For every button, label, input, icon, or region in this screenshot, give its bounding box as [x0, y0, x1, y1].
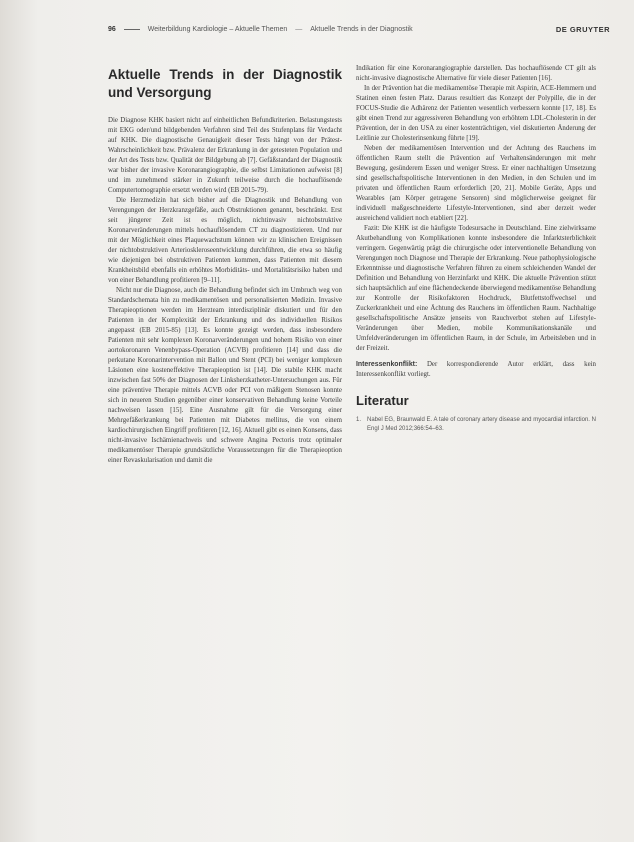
- header-separator: —: [295, 25, 303, 33]
- paragraph: Die Herzmedizin hat sich bisher auf die Diagnostik und Behandlung von Verengungen der Herzkranzgefäße, auch Obstruktionen genannt, beschränkt. Erst seit jüngerer Zeit ist es möglich, nichtinvasiv nichtobstruktive Koronarveränderungen mittels hochauflösendem CT zu diagnostizieren. Und nur mit der Möglichkeit eines Plaquewachstum können wir zu klinischen Ereignissen der nichtobstruktiven Arterioskleroseentwicklung durchführen, die etwa so häufig wie diejenigen bei obstruktiven Patienten kommen, dass Patienten mit diesem Krankheitsbild ebenfalls ein erhöhtes Morbiditäts- und Mortalitätsrisiko haben und von einer Behandlung profitieren [9–11].: [108, 197, 342, 284]
- running-subtitle: Aktuelle Trends in der Diagnostik: [310, 25, 413, 33]
- right-column: [356, 64, 596, 433]
- paragraph: Die Diagnose KHK basiert nicht auf einheitlichen Befundkriterien. Belastungstests mit EKG oder/und bildgebenden Verfahren sind Teil des Stufenplans für Verdacht auf KHK. Die diagnostische Genauigkeit dieser Tests hängt von der Prätest-Wahrscheinlichkeit bzw. Prävalenz der Erkrankung in der getesteten Population und der Art des Tests bzw. Qualität der Bildgebung ab [7]. Gefäßstandard der Diagnostik war bisher der invasive Koronarangiographie, die selbst Limitationen aufweist [8] und im zunehmend stärker in Zukunft teilweise durch die hochauflösende Computertomographie ersetzt werden wird (EB 2015-79).: [108, 117, 342, 194]
- reference-text: Nabel EG, Braunwald E. A tale of coronary artery disease and myocardial infarction. N Engl J Med 2012;366:54–63.: [367, 417, 596, 432]
- paragraph: Fazit: Die KHK ist die häufigste Todesursache in Deutschland. Eine zielwirksame Akutbehandlung von Komplikationen konnte insbesondere die Infarktsterblichkeit verringern. Gegenwärtig prägt die chirurgische oder interventionelle Behandlung von Verengungen noch Diagnose und Therapie der Erkrankung. Neue pathophysiologische Erkenntnisse und diagnostische Verfahren führen zu einem schleichenden Wandel der Definition und Behandlung von Herzinfarkt und KHK. Die aktuelle Prävention stützt sich hauptsächlich auf eine flächendeckende überwiegend medikamentöse Behandlung zur Kontrolle der Risikofaktoren Hochdruck, Blutfettstoffwechsel und Zuckerkrankheit und eine Ächtung des Rauchens im öffentlichen Raum. Nachhaltige gesellschaftspolitische Ansätze jenseits von Rauchverbot stehen auf Lifestyle-Veränderungen über Medien, mobile Kommunikationskanäle und Umfeldveränderungen im öffentlichen Raum, in der Schule, im Arbeitsleben und in der Freizeit.: [356, 225, 596, 352]
- publisher-brand: DE GRUYTER: [555, 24, 610, 34]
- header-rule: [124, 29, 140, 30]
- page-number: 96: [108, 25, 116, 33]
- running-title: Weiterbildung Kardiologie – Aktuelle Themen: [147, 25, 288, 33]
- conflict-label: Interessenkonflikt:: [356, 361, 418, 368]
- left-column: [108, 64, 342, 466]
- conflict-of-interest: [356, 360, 596, 380]
- section-title: Aktuelle Trends in der Diagnostik und Versorgung: [108, 67, 342, 100]
- running-header: [108, 22, 610, 36]
- reference-item: [356, 416, 596, 433]
- paragraph: Indikation für eine Koronarangiographie darstellen. Das hochauflösende CT gilt als nicht-invasive diagnostische Alternative für viele dieser Patienten [16].: [356, 65, 596, 82]
- conflict-text: Der korrespondierende Autor erklärt, dass kein Interessenkonflikt vorliegt.: [356, 361, 596, 378]
- paragraph: Nicht nur die Diagnose, auch die Behandlung befindet sich im Umbruch weg von Standardschemata hin zu medikamentösen und personalisierten Medizin. Invasive Therapieoptionen werden im Herzteam interdisziplinär diskutiert und für den Patienten in der Komplexität der Erkrankung und des individuellen Risikos angepasst (EB 2015-85) [13]. Es konnte gezeigt werden, dass insbesondere Patienten mit sehr komplexen Koronarveränderungen und hohem Risiko von einer aortokoronaren Venenbypass-Operation (ACVB) profitieren [14] und dass die perkutane Koronarintervention mit Ballon und Stent (PCI) bei weniger komplexen Läsionen eine kosteneffektive Therapieoption ist [14]. Die stabile KHK macht inzwischen fast 50% der Diagnosen der Linksherzkatheter-Untersuchungen aus. Für eine präventive Therapie mittels ACVB oder PCI von mäßigem Stenosen konnte sich in neueren Studien gegenüber einer konservativen Behandlung keine Vorteile nachweisen lassen [15]. Eine Ausnahme gilt für die Versorgung einer Mehrgefäßerkrankung bei Patienten mit Diabetes mellitus, die von einem kardiochirurgischen Eingriff profitieren [12, 16]. Aktuell gibt es einen Konsens, dass nicht-invasive Ischämienachweis und schwere Angina Pectoris trotz optimaler medikamentöser Therapie grundsätzliche Voraussetzungen für die Therapieoption einer Revaskularisation und damit die: [108, 287, 342, 464]
- reference-number: 1.: [356, 417, 362, 423]
- paragraph: Neben der medikamentösen Intervention und der Achtung des Rauchens im öffentlichen Raum stellt die Prävention auf Verhaltensänderungen mit mehr Bewegung, gesünderem Essen und weniger Stress. Er einer nachhaltigen Umsetzung sind gesellschaftspolitische Interventionen in den Medien, in den Schulen und im privaten und öffentlichen Raum erforderlich [20, 21]. Mobile Geräte, Apps und Wearables (am Körper getragene Sensoren) sind möglicherweise geeignet für individuell maßgeschneiderte Lifestyle-Interventionen, sind aber derzeit weder ausreichend validiert noch etabliert [22].: [356, 145, 596, 222]
- paragraph: In der Prävention hat die medikamentöse Therapie mit Aspirin, ACE-Hemmern und Statinen einen festen Platz. Daraus resultiert das Konzept der Polypille, die in der FOCUS-Studie die Adhärenz der Patienten wesentlich verbessern konnte [17, 18]. Es gibt einen Trend zur aggressiveren Behandlung von erhöhtem LDL-Cholesterin in der Prävention, der in den USA zu einer kostenträchtigen, viel diskutierten Änderung der Leitlinie zur Cholesterinsenkung führte [19].: [356, 85, 596, 142]
- literature-title: Literatur: [356, 393, 409, 408]
